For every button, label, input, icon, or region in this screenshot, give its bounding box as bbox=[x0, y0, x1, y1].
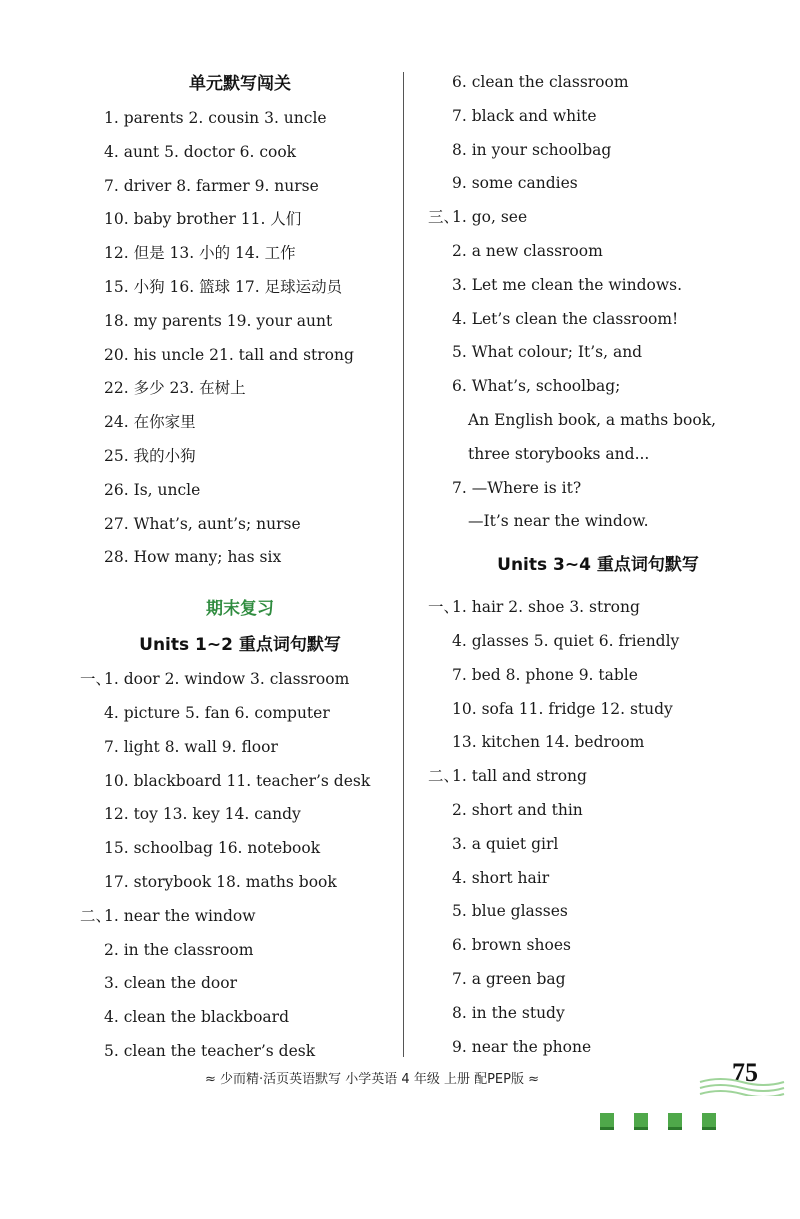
answer-text: 26. Is, uncle bbox=[104, 480, 201, 499]
answer-text: 7. a green bag bbox=[452, 969, 566, 988]
answer-line bbox=[80, 271, 400, 305]
answer-line bbox=[428, 862, 768, 896]
answer-line bbox=[428, 625, 768, 659]
answer-line bbox=[80, 663, 400, 697]
answer-text: 12. toy 13. key 14. candy bbox=[104, 805, 301, 824]
answer-text: 4. Let’s clean the classroom! bbox=[452, 309, 679, 328]
answer-line bbox=[428, 303, 768, 337]
answer-line bbox=[80, 866, 400, 900]
answer-text: 2. a new classroom bbox=[452, 241, 603, 260]
answer-text: 6. brown shoes bbox=[452, 936, 571, 955]
answer-text: 17. storybook 18. maths book bbox=[104, 872, 337, 891]
answer-text: 3. a quiet girl bbox=[452, 834, 559, 853]
answer-line bbox=[428, 167, 768, 201]
answer-line bbox=[428, 269, 768, 303]
answer-line bbox=[80, 1035, 400, 1069]
answer-text: 4. picture 5. fan 6. computer bbox=[104, 703, 330, 722]
answer-text: 7. light 8. wall 9. floor bbox=[104, 737, 278, 756]
answer-text: 3. clean the door bbox=[104, 974, 237, 993]
answer-line bbox=[428, 828, 768, 862]
answer-line bbox=[428, 438, 768, 472]
answer-text: 28. How many; has six bbox=[104, 548, 282, 567]
answer-line bbox=[80, 934, 400, 968]
question-section-mark: 二、 bbox=[80, 906, 112, 925]
answer-text: 1. near the window bbox=[104, 906, 256, 925]
answer-text: 9. some candies bbox=[452, 174, 578, 193]
answer-line bbox=[80, 731, 400, 765]
answer-text: 7. —Where is it? bbox=[452, 478, 582, 497]
answer-text: 5. clean the teacher’s desk bbox=[104, 1041, 316, 1060]
answer-line bbox=[80, 170, 400, 204]
answer-line bbox=[428, 134, 768, 168]
answer-line bbox=[80, 798, 400, 832]
answer-text: 12. 但是 13. 小的 14. 工作 bbox=[104, 244, 296, 263]
answer-line bbox=[80, 237, 400, 271]
answer-line bbox=[428, 591, 768, 625]
question-section-mark: 二、 bbox=[428, 767, 460, 786]
answer-list-units-1-2 bbox=[80, 663, 400, 1069]
answer-text: 8. in your schoolbag bbox=[452, 140, 612, 159]
answer-text: 18. my parents 19. your aunt bbox=[104, 311, 333, 330]
answer-text: 4. aunt 5. doctor 6. cook bbox=[104, 142, 297, 161]
answer-line bbox=[428, 66, 768, 100]
right-column bbox=[428, 66, 768, 1064]
answer-text: 4. glasses 5. quiet 6. friendly bbox=[452, 631, 680, 650]
answer-line bbox=[428, 1031, 768, 1065]
section-title-units-1-2: Units 1~2 重点词句默写 bbox=[139, 635, 341, 656]
answer-line bbox=[80, 102, 400, 136]
answer-line bbox=[428, 929, 768, 963]
answer-text: 25. 我的小狗 bbox=[104, 446, 196, 465]
answer-line bbox=[80, 406, 400, 440]
answer-text: 10. baby brother 11. 人们 bbox=[104, 210, 302, 229]
answer-text: 7. driver 8. farmer 9. nurse bbox=[104, 176, 319, 195]
answer-line bbox=[428, 336, 768, 370]
answer-text: 2. short and thin bbox=[452, 800, 583, 819]
answer-text: 4. clean the blackboard bbox=[104, 1008, 290, 1027]
answer-text: 10. sofa 11. fridge 12. study bbox=[452, 699, 673, 718]
answer-list-units-3-4 bbox=[428, 591, 768, 1064]
question-section-mark: 一、 bbox=[80, 670, 112, 689]
answer-line bbox=[428, 997, 768, 1031]
answer-text: 1. go, see bbox=[452, 208, 528, 227]
answer-line bbox=[428, 693, 768, 727]
answer-line bbox=[428, 659, 768, 693]
answer-line bbox=[428, 235, 768, 269]
answer-line bbox=[80, 372, 400, 406]
answer-text: 9. near the phone bbox=[452, 1037, 592, 1056]
answer-line bbox=[80, 440, 400, 474]
answer-text: 1. hair 2. shoe 3. strong bbox=[452, 598, 640, 617]
section-title-unit-dictation: 单元默写闯关 bbox=[189, 74, 291, 94]
page-number: 75 bbox=[732, 1058, 758, 1087]
answer-text: 1. tall and strong bbox=[452, 767, 587, 786]
answer-text: three storybooks and... bbox=[468, 444, 650, 463]
answer-text: 13. kitchen 14. bedroom bbox=[452, 733, 645, 752]
answer-line bbox=[80, 967, 400, 1001]
answer-line bbox=[428, 370, 768, 404]
answer-line bbox=[80, 203, 400, 237]
footer-book-info: ≈ 少而精·活页英语默写 小学英语 4 年级 上册 配PEP版 ≈ bbox=[205, 1072, 540, 1087]
left-column bbox=[80, 66, 400, 1069]
answer-text: 27. What’s, aunt’s; nurse bbox=[104, 514, 301, 533]
answer-line bbox=[80, 508, 400, 542]
section-title-final-review: 期末复习 bbox=[206, 599, 274, 620]
answer-line bbox=[428, 201, 768, 235]
answer-text: 5. blue glasses bbox=[452, 902, 568, 921]
answer-text: 2. in the classroom bbox=[104, 940, 254, 959]
answer-text: An English book, a maths book, bbox=[468, 410, 717, 429]
answer-line bbox=[80, 474, 400, 508]
answer-line bbox=[80, 900, 400, 934]
answer-text: 6. What’s, schoolbag; bbox=[452, 377, 621, 396]
wave-decoration-icon bbox=[698, 1076, 786, 1096]
answer-line bbox=[428, 404, 768, 438]
answer-text: 22. 多少 23. 在树上 bbox=[104, 379, 246, 398]
answer-text: 10. blackboard 11. teacher’s desk bbox=[104, 771, 371, 790]
column-divider bbox=[403, 72, 404, 1057]
answer-text: 15. 小狗 16. 篮球 17. 足球运动员 bbox=[104, 277, 343, 296]
answer-line bbox=[80, 832, 400, 866]
answer-text: 24. 在你家里 bbox=[104, 413, 196, 432]
answer-line bbox=[80, 697, 400, 731]
answer-text: 4. short hair bbox=[452, 868, 550, 887]
answer-line bbox=[428, 726, 768, 760]
answer-line bbox=[80, 339, 400, 373]
answer-text: 15. schoolbag 16. notebook bbox=[104, 839, 321, 858]
answer-text: 3. Let me clean the windows. bbox=[452, 275, 683, 294]
answer-text: 6. clean the classroom bbox=[452, 73, 629, 91]
answer-line bbox=[428, 472, 768, 506]
answer-text: 20. his uncle 21. tall and strong bbox=[104, 345, 354, 364]
green-block-decoration bbox=[600, 1113, 736, 1134]
answer-text: —It’s near the window. bbox=[468, 512, 649, 531]
answer-line bbox=[80, 305, 400, 339]
answer-line bbox=[428, 963, 768, 997]
question-section-mark: 一、 bbox=[428, 598, 460, 617]
answer-text: 7. bed 8. phone 9. table bbox=[452, 665, 638, 684]
answer-list-unit-dictation bbox=[80, 102, 400, 575]
answer-line bbox=[428, 794, 768, 828]
answer-line bbox=[428, 895, 768, 929]
answer-text: 7. black and white bbox=[452, 106, 597, 125]
answer-list-units-1-2-continued bbox=[428, 66, 768, 539]
answer-line bbox=[80, 136, 400, 170]
question-section-mark: 三、 bbox=[428, 208, 460, 227]
answer-line bbox=[428, 100, 768, 134]
answer-line bbox=[80, 765, 400, 799]
answer-line bbox=[80, 1001, 400, 1035]
answer-text: 1. door 2. window 3. classroom bbox=[104, 670, 350, 689]
answer-text: 8. in the study bbox=[452, 1003, 565, 1022]
answer-line bbox=[428, 505, 768, 539]
section-title-units-3-4: Units 3~4 重点词句默写 bbox=[497, 555, 699, 576]
answer-line bbox=[428, 760, 768, 794]
answer-text: 5. What colour; It’s, and bbox=[452, 343, 643, 362]
answer-line bbox=[80, 541, 400, 575]
answer-text: 1. parents 2. cousin 3. uncle bbox=[104, 109, 327, 127]
